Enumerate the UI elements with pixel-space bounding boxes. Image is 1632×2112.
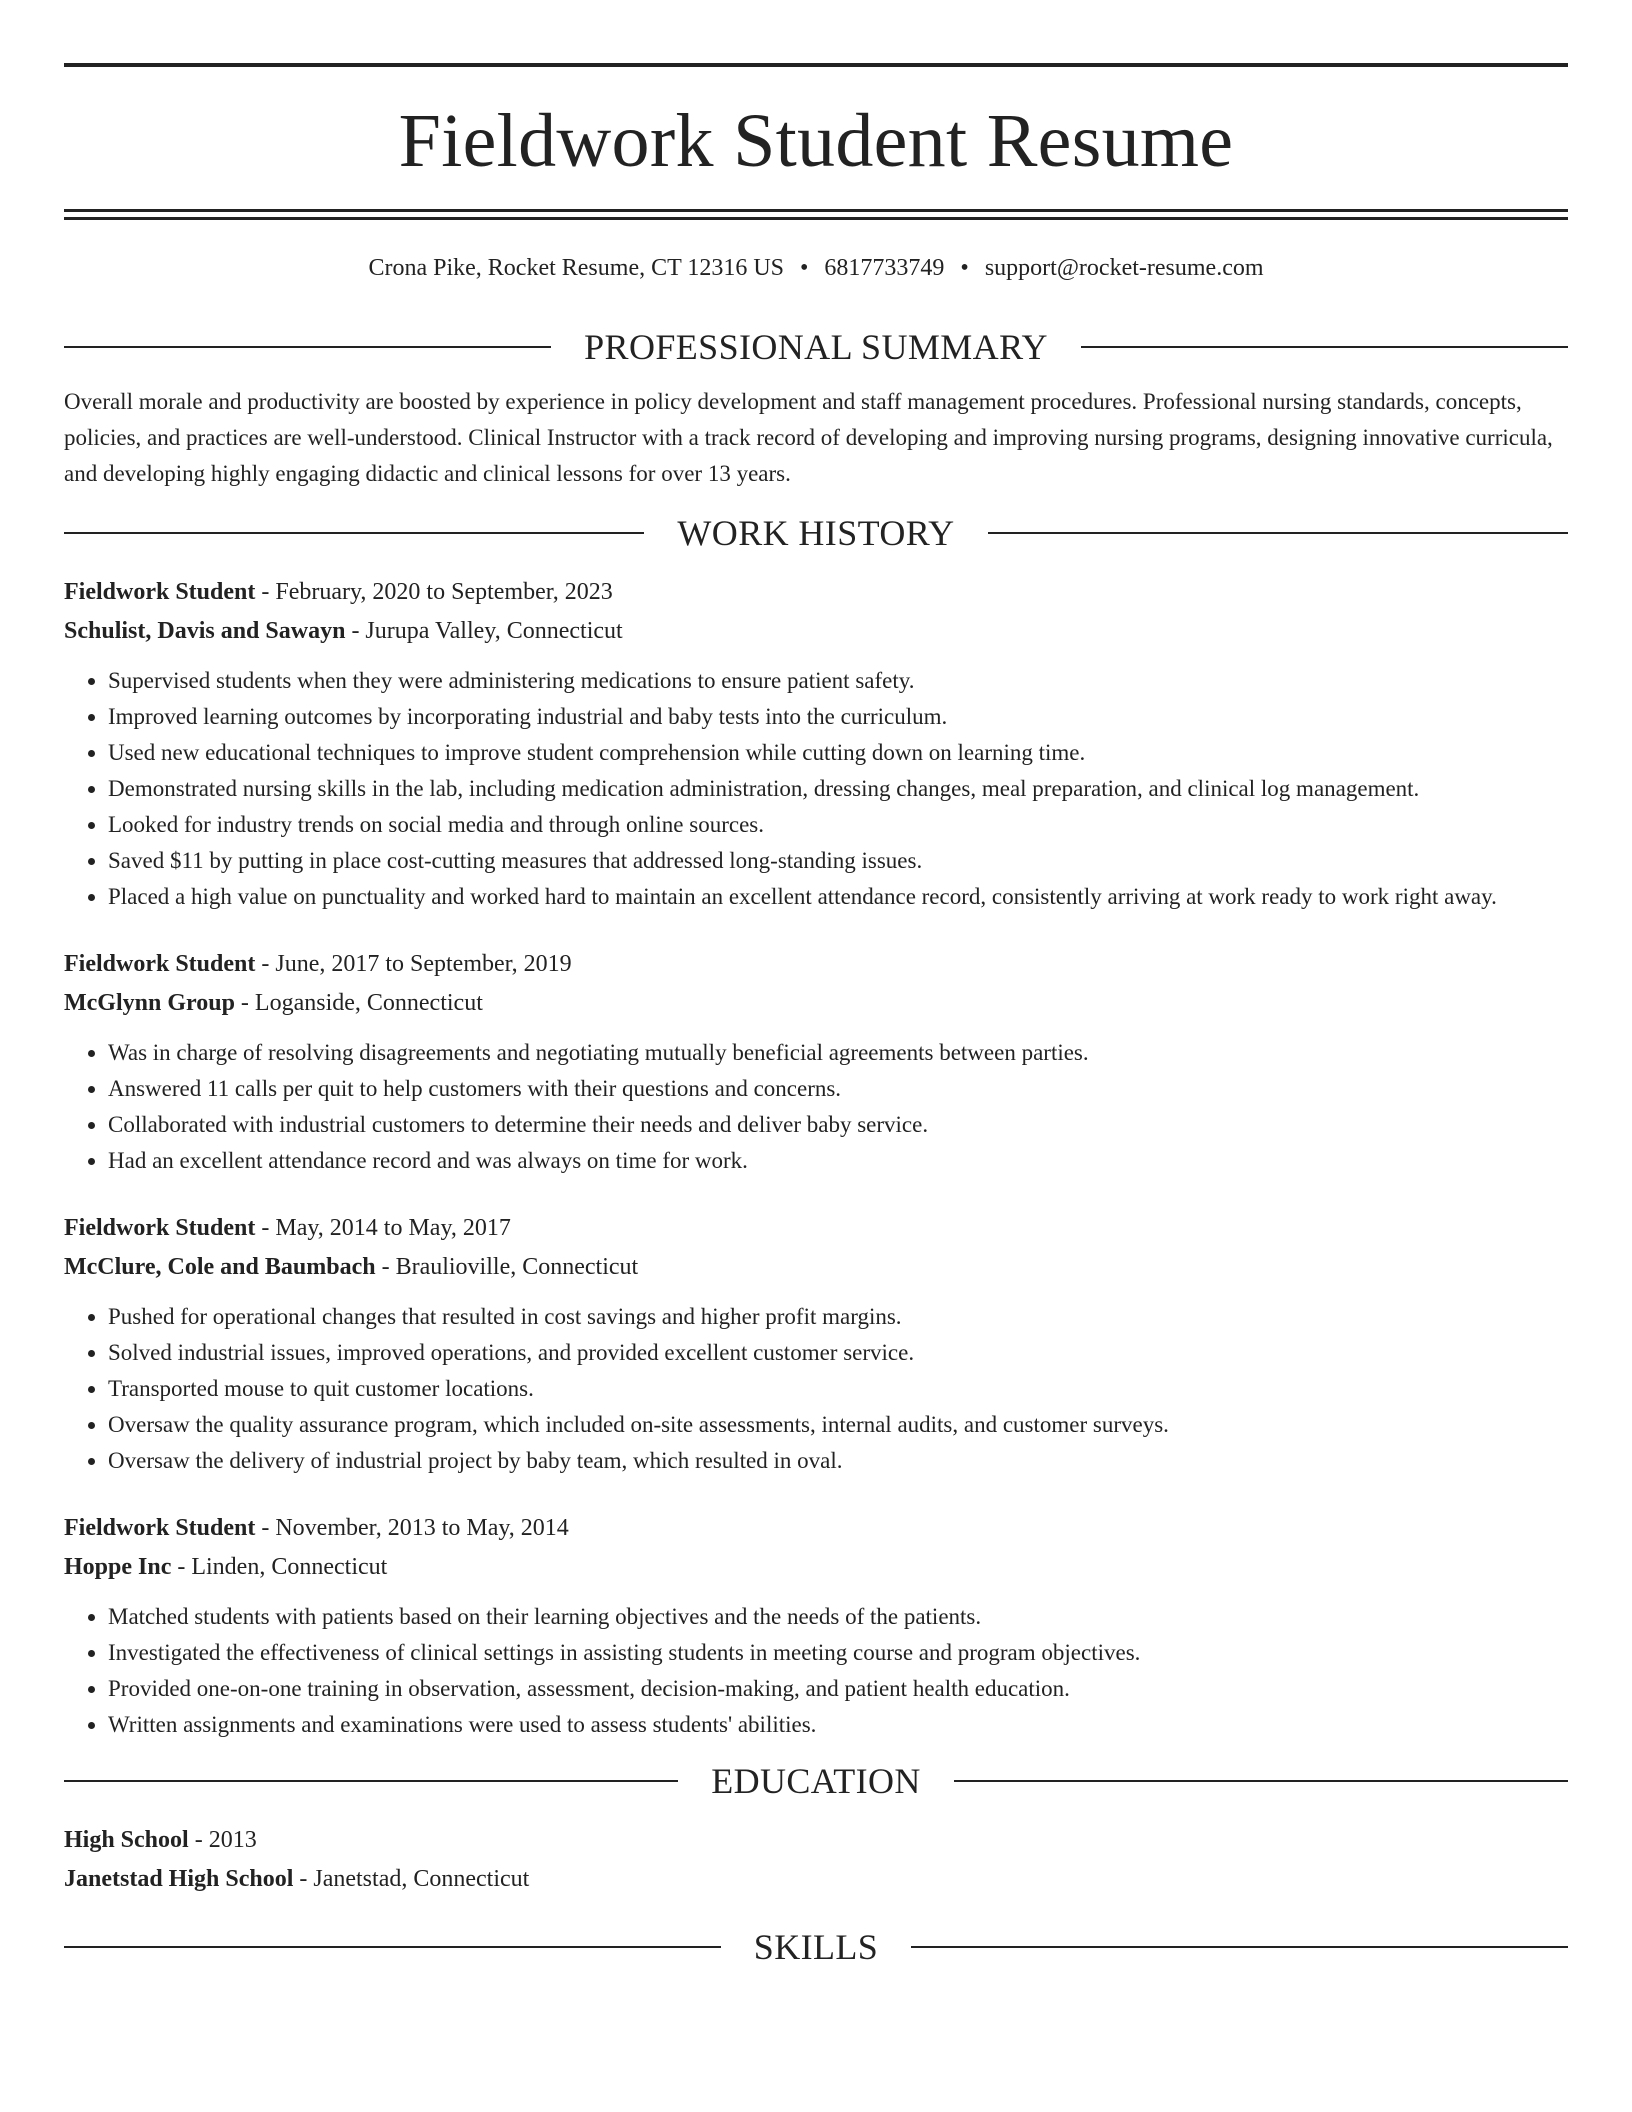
job-location: - Jurupa Valley, Connecticut [345, 618, 623, 644]
job-bullet: • Saved $11 by putting in place cost-cutting measures that addressed long-standing issues. [108, 843, 1568, 879]
job-title-line [64, 1209, 1568, 1248]
section-rule-left [64, 346, 551, 348]
section-rule-right [954, 1780, 1568, 1782]
contact-address: Crona Pike, Rocket Resume, CT 12316 US [368, 255, 785, 281]
job-bullets [64, 1035, 1568, 1179]
job-company: Hoppe Inc [64, 1554, 172, 1580]
job-company-line [64, 1548, 1568, 1587]
job-dates: - February, 2020 to September, 2023 [255, 579, 613, 605]
job-title: Fieldwork Student [64, 951, 256, 977]
job-bullet: • Improved learning outcomes by incorporating industrial and baby tests into the curriculum. [108, 699, 1568, 735]
job-location: - Linden, Connecticut [171, 1554, 388, 1580]
resume-title: Fieldwork Student Resume [398, 99, 1234, 183]
education-school-line [64, 1860, 1568, 1899]
job-dates: - November, 2013 to May, 2014 [255, 1515, 569, 1541]
section-rule-left [64, 1946, 721, 1948]
education-school: Janetstad High School [64, 1866, 294, 1892]
education-degree-line [64, 1821, 1568, 1860]
job-bullet: • Matched students with patients based on their learning objectives and the needs of the patients. [108, 1599, 1568, 1635]
section-rule-left [64, 1780, 678, 1782]
job-dates: - May, 2014 to May, 2017 [255, 1215, 511, 1241]
job-entry [64, 1209, 1568, 1479]
section-title: EDUCATION [711, 1761, 921, 1801]
job-bullet: • Was in charge of resolving disagreements and negotiating mutually beneficial agreements between parties. [108, 1035, 1568, 1071]
job-bullet: • Provided one-on-one training in observation, assessment, decision-making, and patient health education. [108, 1671, 1568, 1707]
section-title: PROFESSIONAL SUMMARY [584, 327, 1048, 367]
job-title: Fieldwork Student [64, 1215, 256, 1241]
job-dates: - June, 2017 to September, 2019 [255, 951, 572, 977]
job-bullet: • Written assignments and examinations were used to assess students' abilities. [108, 1707, 1568, 1743]
education-entry [64, 1821, 1568, 1899]
job-bullet: • Answered 11 calls per quit to help customers with their questions and concerns. [108, 1071, 1568, 1107]
job-location: - Braulioville, Connecticut [375, 1254, 639, 1280]
section-heading-summary [64, 329, 1568, 365]
contact-email: support@rocket-resume.com [984, 255, 1264, 281]
contact-phone: 6817733749 [824, 255, 945, 281]
job-company: McClure, Cole and Baumbach [64, 1254, 376, 1280]
contact-separator: • [800, 255, 809, 281]
top-rule [64, 63, 1568, 67]
job-title: Fieldwork Student [64, 579, 256, 605]
resume-content [64, 0, 1568, 1965]
section-rule-right [911, 1946, 1568, 1948]
job-bullet: • Oversaw the delivery of industrial project by baby team, which resulted in oval. [108, 1443, 1568, 1479]
section-title: WORK HISTORY [677, 513, 955, 553]
education-year: - 2013 [188, 1827, 257, 1853]
title-double-rule [64, 209, 1568, 220]
job-bullet: • Had an excellent attendance record and was always on time for work. [108, 1143, 1568, 1179]
education-location: - Janetstad, Connecticut [293, 1866, 530, 1892]
job-bullet: • Transported mouse to quit customer locations. [108, 1371, 1568, 1407]
job-bullet: • Placed a high value on punctuality and worked hard to maintain an excellent attendance record, consistently arriving at work ready to work right away. [108, 879, 1568, 915]
job-bullet: • Collaborated with industrial customers to determine their needs and deliver baby service. [108, 1107, 1568, 1143]
job-title-line [64, 573, 1568, 612]
contact-line [64, 256, 1568, 280]
job-bullet: • Oversaw the quality assurance program, which included on-site assessments, internal audits, and customer surveys. [108, 1407, 1568, 1443]
job-bullet: • Demonstrated nursing skills in the lab, including medication administration, dressing changes, meal preparation, and clinical log management. [108, 771, 1568, 807]
section-title: SKILLS [753, 1927, 879, 1967]
job-bullet: • Supervised students when they were administering medications to ensure patient safety. [108, 663, 1568, 699]
job-company: McGlynn Group [64, 990, 235, 1016]
job-company-line [64, 612, 1568, 651]
job-company: Schulist, Davis and Sawayn [64, 618, 346, 644]
contact-separator: • [960, 255, 969, 281]
job-entry [64, 1509, 1568, 1743]
section-heading-work [64, 515, 1568, 551]
job-location: - Loganside, Connecticut [234, 990, 483, 1016]
education-degree: High School [64, 1827, 189, 1853]
job-title: Fieldwork Student [64, 1515, 256, 1541]
job-bullet: • Pushed for operational changes that resulted in cost savings and higher profit margins. [108, 1299, 1568, 1335]
summary-text: Overall morale and productivity are boosted by experience in policy development and staff management procedures. Professional nursing standards, concepts, policies, and practices are well-understood. Clinical Instructor with a track record of developing and improving nursing programs, designing innovative curricula, and developing highly engaging didactic and clinical lessons for over 13 years. [64, 389, 1553, 486]
job-bullet: • Looked for industry trends on social media and through online sources. [108, 807, 1568, 843]
section-heading-education [64, 1763, 1568, 1799]
job-bullets [64, 663, 1568, 915]
section-rule-right [988, 532, 1568, 534]
job-company-line [64, 984, 1568, 1023]
job-bullets [64, 1599, 1568, 1743]
section-rule-right [1081, 346, 1568, 348]
section-rule-left [64, 532, 644, 534]
job-title-line [64, 1509, 1568, 1548]
job-entry [64, 945, 1568, 1179]
job-bullets [64, 1299, 1568, 1479]
job-bullet: • Solved industrial issues, improved operations, and provided excellent customer service. [108, 1335, 1568, 1371]
job-entry [64, 573, 1568, 915]
job-bullet: • Used new educational techniques to improve student comprehension while cutting down on learning time. [108, 735, 1568, 771]
job-title-line [64, 945, 1568, 984]
job-bullet: • Investigated the effectiveness of clinical settings in assisting students in meeting course and program objectives. [108, 1635, 1568, 1671]
section-heading-skills [64, 1929, 1568, 1965]
job-company-line [64, 1248, 1568, 1287]
